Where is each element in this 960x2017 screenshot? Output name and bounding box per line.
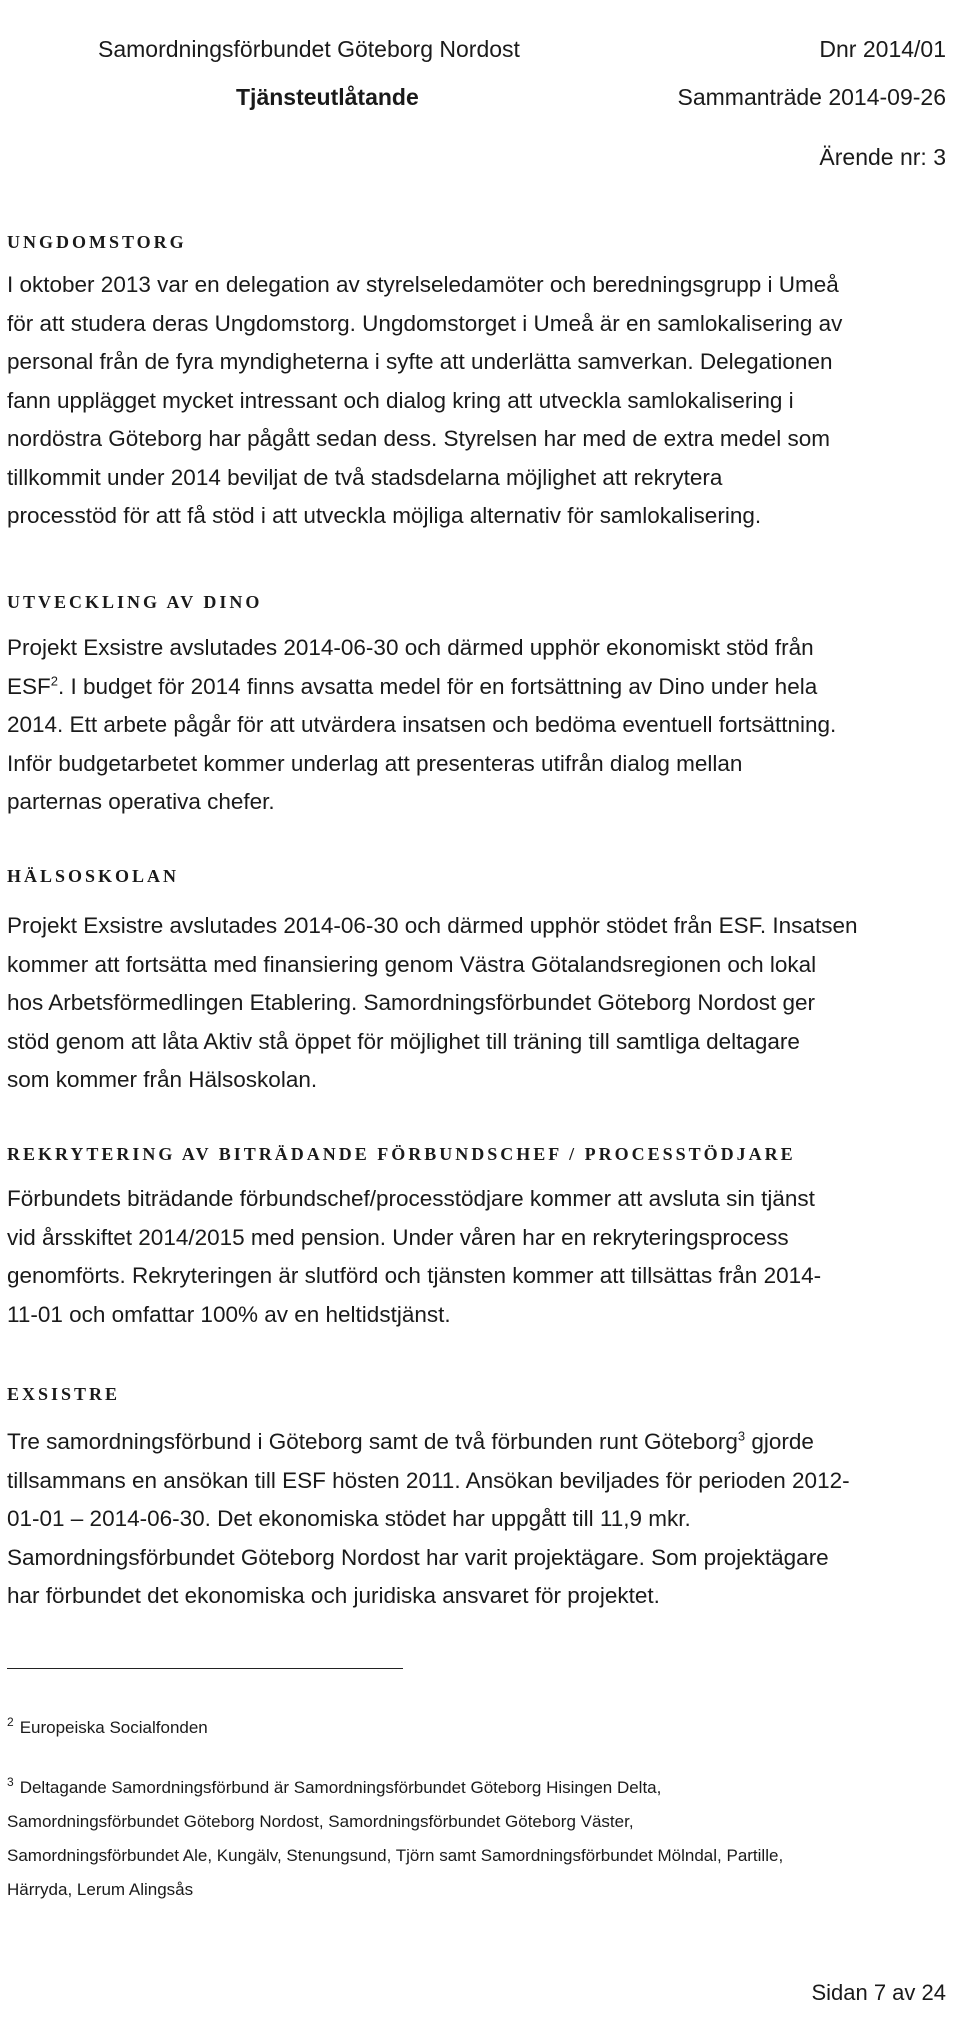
text-line: har förbundet det ekonomiska och juridiska ansvaret för projektet.	[7, 1583, 660, 1608]
footnote-2	[7, 1711, 947, 1745]
section-heading-exsistre: EXSISTRE	[7, 1384, 121, 1404]
organization-name: Samordningsförbundet Göteborg Nordost	[98, 36, 520, 62]
text-line: genomförts. Rekryteringen är slutförd och tjänsten kommer att tillsättas från 2014-	[7, 1263, 822, 1288]
text-fragment: gjorde	[745, 1429, 814, 1454]
section-body-exsistre	[7, 1423, 947, 1616]
text-line: tillsammans en ansökan till ESF hösten 2011. Ansökan beviljades för perioden 2012-	[7, 1467, 850, 1493]
footnote-number: 3	[7, 1775, 14, 1790]
text-line: vid årsskiftet 2014/2015 med pension. Under våren har en rekryteringsprocess	[7, 1224, 789, 1250]
meeting-date: Sammanträde 2014-09-26	[677, 84, 946, 110]
text-line: I oktober 2013 var en delegation av styrelseledamöter och beredningsgrupp i Umeå	[7, 272, 839, 297]
text-line: personal från de fyra myndigheterna i syfte att underlätta samverkan. Delegationen	[7, 349, 833, 374]
text-fragment: ESF	[7, 673, 51, 699]
document-type: Tjänsteutlåtande	[236, 84, 419, 110]
text-line: som kommer från Hälsoskolan.	[7, 1067, 318, 1092]
text-fragment: . I budget för 2014 finns avsatta medel för en fortsättning av Dino under hela	[58, 673, 818, 699]
section-heading-ungdomstorg: UNGDOMSTORG	[7, 232, 187, 252]
text-line	[7, 1423, 947, 1462]
text-line: kommer att fortsätta med finansiering genom Västra Götalandsregionen och lokal	[7, 951, 817, 977]
footnote-ref-3: 3	[737, 1428, 746, 1444]
document-number: Dnr 2014/01	[819, 36, 946, 62]
footnote-line: Härryda, Lerum Alingsås	[7, 1880, 194, 1899]
page-number: Sidan 7 av 24	[811, 1980, 946, 2005]
footnote-ref-2: 2	[50, 673, 58, 688]
footnote-text: Europeiska Socialfonden	[19, 1718, 208, 1737]
text-line	[7, 668, 947, 707]
footnote-number: 2	[7, 1715, 14, 1730]
text-line: hos Arbetsförmedlingen Etablering. Samordningsförbundet Göteborg Nordost ger	[7, 990, 815, 1015]
text-line: för att studera deras Ungdomstorg. Ungdomstorget i Umeå är en samlokalisering av	[7, 310, 843, 336]
text-line: tillkommit under 2014 beviljat de två stadsdelarna möjlighet att rekrytera	[7, 464, 723, 490]
section-body-rekrytering	[7, 1180, 947, 1334]
footnote-line: Samordningsförbundet Ale, Kungälv, Stenungsund, Tjörn samt Samordningsförbundet Mölndal, Partille,	[7, 1846, 784, 1865]
text-line: fann upplägget mycket intressant och dialog kring att utveckla samlokalisering i	[7, 387, 794, 413]
section-body-utveckling-av-dino	[7, 629, 947, 822]
section-body-ungdomstorg	[7, 266, 947, 536]
footnote-line	[7, 1711, 947, 1745]
text-line: Projekt Exsistre avslutades 2014-06-30 och därmed upphör stödet från ESF. Insatsen	[7, 913, 858, 938]
footnote-3	[7, 1771, 947, 1907]
text-line: parternas operativa chefer.	[7, 789, 275, 814]
text-line: 11-01 och omfattar 100% av en heltidstjänst.	[7, 1301, 451, 1327]
text-line: Förbundets biträdande förbundschef/processtödjare kommer att avsluta sin tjänst	[7, 1186, 815, 1211]
section-heading-halsoskolan: HÄLSOSKOLAN	[7, 866, 180, 886]
text-line: nordöstra Göteborg har pågått sedan dess. Styrelsen har med de extra medel som	[7, 426, 830, 451]
text-line: processtöd för att få stöd i att utveckla möjliga alternativ för samlokalisering.	[7, 503, 762, 528]
text-line: stöd genom att låta Aktiv stå öppet för möjlighet till träning till samtliga deltagare	[7, 1028, 800, 1054]
footnote-line: Samordningsförbundet Göteborg Nordost, Samordningsförbundet Göteborg Väster,	[7, 1812, 634, 1831]
text-line: 01-01 – 2014-06-30. Det ekonomiska stödet har uppgått till 11,9 mkr.	[7, 1506, 691, 1531]
footnote-separator	[7, 1668, 403, 1669]
case-number: Ärende nr: 3	[819, 144, 946, 170]
text-fragment: Tre samordningsförbund i Göteborg samt de två förbunden runt Göteborg	[7, 1429, 738, 1454]
text-line: 2014. Ett arbete pågår för att utvärdera insatsen och bedöma eventuell fortsättning.	[7, 712, 837, 737]
section-heading-rekrytering: REKRYTERING AV BITRÄDANDE FÖRBUNDSCHEF / PROCESSTÖDJARE	[7, 1144, 796, 1164]
text-line: Projekt Exsistre avslutades 2014-06-30 och därmed upphör ekonomiskt stöd från	[7, 635, 814, 660]
section-heading-utveckling-av-dino: UTVECKLING AV DINO	[7, 592, 263, 612]
text-line: Samordningsförbundet Göteborg Nordost har varit projektägare. Som projektägare	[7, 1544, 829, 1570]
section-body-halsoskolan	[7, 907, 947, 1100]
footnote-line	[7, 1771, 947, 1805]
footnote-text: Deltagande Samordningsförbund är Samordningsförbundet Göteborg Hisingen Delta,	[19, 1778, 662, 1797]
text-line: Inför budgetarbetet kommer underlag att presenteras utifrån dialog mellan	[7, 750, 743, 776]
